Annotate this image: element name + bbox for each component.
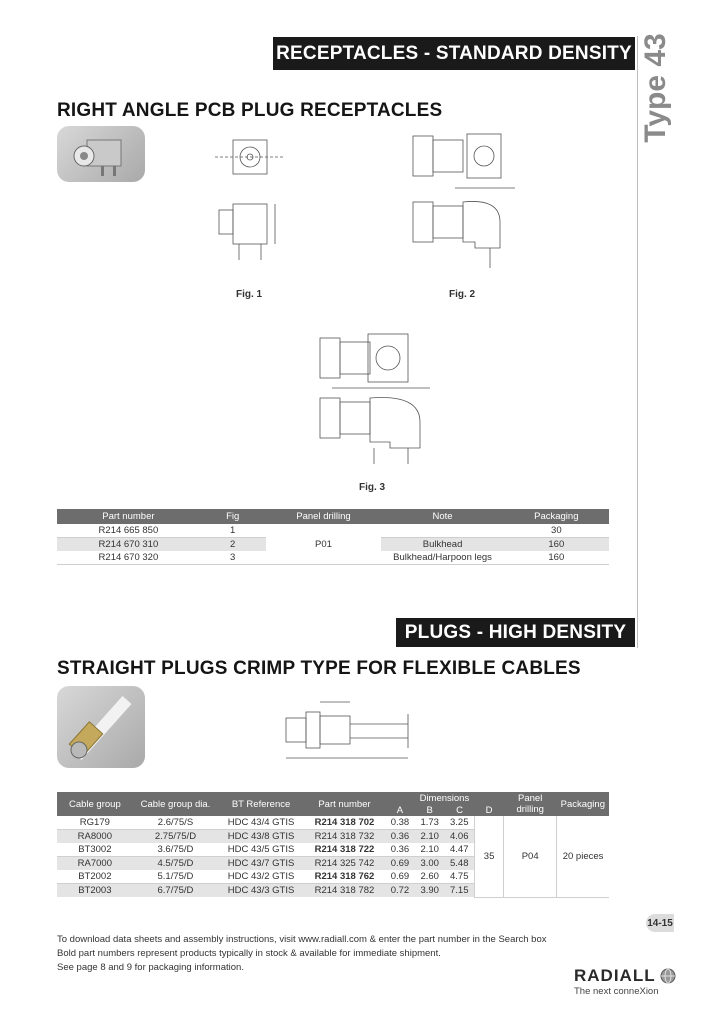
part-number-cell: R214 325 742 [304, 857, 385, 871]
brand-name: RADIALL [574, 966, 656, 985]
page-number [646, 914, 674, 932]
col-dimensions: Dimensions [385, 792, 504, 804]
fig2-drawing [405, 118, 525, 278]
type-tab-label: Type 43 [639, 33, 672, 143]
fig-cell: 2 [200, 538, 266, 552]
plug-product-photo [57, 686, 145, 768]
cable-group-cell: BT3002 [57, 843, 133, 857]
cable-group-cell: RA8000 [57, 830, 133, 844]
table-row [57, 816, 609, 830]
bt-reference-cell: HDC 43/2 GTIS [218, 870, 304, 884]
dim-b-cell: 2.10 [415, 843, 445, 857]
fig3-label: Fig. 3 [359, 482, 386, 493]
dim-c-cell: 7.15 [445, 884, 475, 898]
fig2-label: Fig. 2 [449, 289, 476, 300]
dim-b-cell: 3.90 [415, 884, 445, 898]
col-cable-group-dia: Cable group dia. [133, 792, 219, 816]
col-dim-d: D [474, 804, 503, 816]
bt-reference-cell: HDC 43/7 GTIS [218, 857, 304, 871]
globe-icon [660, 968, 676, 984]
footer-stock-note: Bold part numbers represent products typically in stock & available for immediate shipment. [57, 948, 441, 959]
col-bt-reference: BT Reference [218, 792, 304, 816]
part-number-cell: R214 665 850 [57, 524, 200, 538]
dim-a-cell: 0.36 [385, 830, 415, 844]
plugs-banner [396, 618, 635, 647]
cable-dia-cell: 4.5/75/D [133, 857, 219, 871]
packaging-cell: 20 pieces [557, 816, 609, 897]
type-tab [638, 33, 674, 143]
note-cell: Bulkhead [381, 538, 503, 552]
table-row [57, 524, 609, 538]
fig1-drawing [205, 126, 305, 276]
dim-a-cell: 0.72 [385, 884, 415, 898]
col-packaging: Packaging [557, 792, 609, 816]
plugs-section-title: STRAIGHT PLUGS CRIMP TYPE FOR FLEXIBLE CABLES [57, 658, 581, 679]
dim-b-cell: 2.60 [415, 870, 445, 884]
receptacle-connector-image [57, 126, 145, 182]
part-number-cell: R214 670 320 [57, 551, 200, 565]
dim-d-cell: 35 [474, 816, 503, 897]
fig1-label: Fig. 1 [236, 289, 263, 300]
plug-connector-image [57, 686, 145, 768]
cable-dia-cell: 3.6/75/D [133, 843, 219, 857]
dim-a-cell: 0.69 [385, 857, 415, 871]
part-number-cell: R214 670 310 [57, 538, 200, 552]
dim-a-cell: 0.38 [385, 816, 415, 830]
col-dim-a: A [385, 804, 415, 816]
col-part-number: Part number [304, 792, 385, 816]
part-number-cell: R214 318 762 [304, 870, 385, 884]
radiall-logo [574, 966, 676, 997]
bt-reference-cell: HDC 43/8 GTIS [218, 830, 304, 844]
col-fig: Fig [200, 509, 266, 524]
part-number-cell: R214 318 782 [304, 884, 385, 898]
part-number-cell: R214 318 722 [304, 843, 385, 857]
dim-b-cell: 3.00 [415, 857, 445, 871]
col-dim-c: C [445, 804, 475, 816]
plugs-table [57, 792, 609, 898]
cable-dia-cell: 2.6/75/S [133, 816, 219, 830]
packaging-cell: 30 [504, 524, 609, 538]
col-panel-drilling: Panel drilling [266, 509, 382, 524]
panel-drilling-cell: P01 [266, 524, 382, 565]
dim-c-cell: 4.47 [445, 843, 475, 857]
cable-group-cell: BT2003 [57, 884, 133, 898]
note-cell: Bulkhead/Harpoon legs [381, 551, 503, 565]
col-panel-drilling: Panel drilling [504, 792, 557, 816]
page-number-label: 14-15 [647, 917, 673, 929]
plug-drawing [280, 686, 450, 766]
dim-b-cell: 1.73 [415, 816, 445, 830]
receptacles-banner [273, 37, 635, 70]
plugs-table-header [57, 792, 609, 804]
dim-c-cell: 3.25 [445, 816, 475, 830]
footer-packaging-note: See page 8 and 9 for packaging information. [57, 962, 244, 973]
note-cell [381, 524, 503, 538]
cable-group-cell: RG179 [57, 816, 133, 830]
footer-notes [57, 933, 547, 975]
col-note: Note [381, 509, 503, 524]
bt-reference-cell: HDC 43/5 GTIS [218, 843, 304, 857]
receptacles-table-header [57, 509, 609, 524]
footer-download-note: To download data sheets and assembly instructions, visit www.radiall.com & enter the part number in the Search box [57, 934, 547, 945]
cable-dia-cell: 2.75/75/D [133, 830, 219, 844]
col-part-number: Part number [57, 509, 200, 524]
dim-b-cell: 2.10 [415, 830, 445, 844]
packaging-cell: 160 [504, 551, 609, 565]
cable-dia-cell: 5.1/75/D [133, 870, 219, 884]
dim-c-cell: 4.75 [445, 870, 475, 884]
fig-cell: 1 [200, 524, 266, 538]
brand-tagline: The next conneXion [574, 986, 659, 997]
part-number-cell: R214 318 732 [304, 830, 385, 844]
cable-group-cell: BT2002 [57, 870, 133, 884]
cable-dia-cell: 6.7/75/D [133, 884, 219, 898]
dim-c-cell: 4.06 [445, 830, 475, 844]
plugs-banner-label: PLUGS - HIGH DENSITY [404, 621, 627, 643]
cable-group-cell: RA7000 [57, 857, 133, 871]
fig-cell: 3 [200, 551, 266, 565]
dim-a-cell: 0.69 [385, 870, 415, 884]
receptacles-section-title: RIGHT ANGLE PCB PLUG RECEPTACLES [57, 100, 443, 121]
receptacles-banner-label: RECEPTACLES - STANDARD DENSITY [276, 42, 632, 64]
bt-reference-cell: HDC 43/3 GTIS [218, 884, 304, 898]
col-packaging: Packaging [504, 509, 609, 524]
packaging-cell: 160 [504, 538, 609, 552]
receptacles-table [57, 509, 609, 565]
part-number-cell: R214 318 702 [304, 816, 385, 830]
dim-c-cell: 5.48 [445, 857, 475, 871]
dim-a-cell: 0.36 [385, 843, 415, 857]
bt-reference-cell: HDC 43/4 GTIS [218, 816, 304, 830]
panel-drilling-cell: P04 [504, 816, 557, 897]
col-cable-group: Cable group [57, 792, 133, 816]
receptacle-product-photo [57, 126, 145, 182]
col-dim-b: B [415, 804, 445, 816]
fig3-drawing [312, 318, 442, 478]
